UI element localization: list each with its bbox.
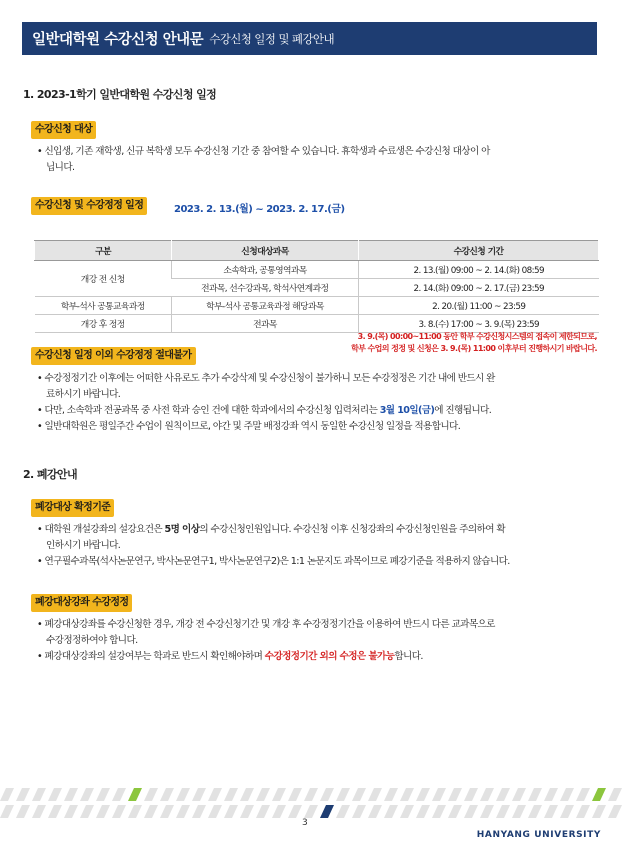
stripe bbox=[512, 788, 526, 801]
c1-line1 bbox=[37, 522, 597, 538]
stripe bbox=[560, 788, 574, 801]
decorative-stripes-top bbox=[0, 788, 623, 801]
stripe bbox=[416, 805, 430, 818]
university-logo: HANYANG UNIVERSITY bbox=[476, 830, 601, 840]
d1-line2: 수강정정하여야 합니다. bbox=[46, 635, 138, 646]
table-cell-period: 2. 20.(월) 11:00 ~ 23:59 bbox=[359, 297, 599, 315]
table-row bbox=[35, 297, 599, 315]
stripe bbox=[432, 788, 446, 801]
page-number: 3 bbox=[302, 818, 308, 828]
c1-pre: • 대학원 개설강좌의 설강요건은 bbox=[37, 524, 165, 535]
stripe bbox=[32, 788, 46, 801]
stripe bbox=[112, 788, 126, 801]
notice-line1: 3. 9.(목) 00:00~11:00 동안 학부 수강신청시스템의 접속이 제한되므로, bbox=[357, 332, 597, 341]
stripe bbox=[496, 788, 510, 801]
stripe bbox=[496, 805, 510, 818]
b2-highlight: 3월 10일(금) bbox=[379, 405, 435, 416]
c1-post: 의 수강신청인원입니다. 수강신청 이후 신청강좌의 수강신청인원을 주의하여 확 bbox=[199, 524, 506, 535]
stripe bbox=[528, 805, 542, 818]
stripe bbox=[592, 805, 606, 818]
d2-line bbox=[37, 649, 597, 665]
stripe bbox=[448, 788, 462, 801]
stripe bbox=[288, 805, 302, 818]
table-row bbox=[35, 261, 599, 279]
stripe bbox=[560, 805, 574, 818]
stripe bbox=[400, 788, 414, 801]
stripe bbox=[464, 805, 478, 818]
schedule-table bbox=[34, 240, 599, 333]
stripe bbox=[144, 788, 158, 801]
table-cell-subject: 전과목, 선수강과목, 학석사연계과정 bbox=[172, 279, 359, 297]
stripe bbox=[96, 805, 110, 818]
stripe bbox=[112, 805, 126, 818]
table-cell-category: 개강 후 정정 bbox=[35, 315, 172, 333]
stripe bbox=[128, 788, 142, 801]
stripe bbox=[320, 788, 334, 801]
stripe bbox=[240, 788, 254, 801]
table-cell-subject: 소속학과, 공통영역과목 bbox=[172, 261, 359, 279]
stripe bbox=[48, 805, 62, 818]
stripe bbox=[160, 805, 174, 818]
stripe bbox=[48, 788, 62, 801]
d2-post: 합니다. bbox=[394, 651, 423, 662]
b2-pre: • 다만, 소속학과 전공과목 중 사전 학과 승인 건에 대한 학과에서의 수강신청 입력처리는 bbox=[37, 405, 380, 416]
stripe bbox=[192, 805, 206, 818]
stripe bbox=[224, 805, 238, 818]
stripe bbox=[64, 788, 78, 801]
stripe bbox=[448, 805, 462, 818]
stripe bbox=[416, 788, 430, 801]
table-cell-period: 3. 8.(수) 17:00 ~ 3. 9.(목) 23:59 bbox=[359, 315, 599, 333]
stripe bbox=[0, 805, 14, 818]
b3-line: • 일반대학원은 평일주간 수업이 원칙이므로, 야간 및 주말 배정강좌 역시 동일한 수강신청 일정을 적용합니다. bbox=[37, 421, 461, 432]
stripe bbox=[352, 805, 366, 818]
stripe bbox=[608, 788, 622, 801]
criteria-tag: 폐강대상 확정기준 bbox=[31, 499, 114, 517]
target-paragraph bbox=[37, 144, 597, 176]
stripe bbox=[272, 788, 286, 801]
d1-line1: • 폐강대상강좌를 수강신청한 경우, 개강 전 수강신청기간 및 개강 후 수강정정기간을 이용하여 반드시 다른 교과목으로 bbox=[37, 619, 495, 630]
stripe bbox=[288, 788, 302, 801]
stripe bbox=[576, 788, 590, 801]
stripe bbox=[144, 805, 158, 818]
decorative-stripes-bottom bbox=[0, 805, 623, 818]
section2-heading: 2. 폐강안내 bbox=[23, 468, 77, 481]
stripe bbox=[208, 788, 222, 801]
stripe bbox=[256, 805, 270, 818]
stripe bbox=[480, 788, 494, 801]
stripe bbox=[336, 805, 350, 818]
stripe bbox=[544, 805, 558, 818]
stripe bbox=[240, 805, 254, 818]
stripe bbox=[80, 805, 94, 818]
nochange-paragraph bbox=[37, 371, 597, 435]
header-bar bbox=[22, 22, 597, 55]
c2-line: • 연구필수과목(석사논문연구, 박사논문연구1, 박사논문연구2)은 1:1 논문지도 과목이므로 폐강기준을 적용하지 않습니다. bbox=[37, 556, 510, 567]
stripe bbox=[528, 788, 542, 801]
b1-line2: 료하시기 바랍니다. bbox=[46, 389, 121, 400]
change-tag: 폐강대상강좌 수강정정 bbox=[31, 594, 132, 612]
stripe bbox=[320, 805, 334, 818]
stripe bbox=[368, 788, 382, 801]
notice-line2: 학부 수업의 정정 및 신청은 3. 9.(목) 11:00 이후부터 진행하시기 바랍니다. bbox=[351, 344, 597, 353]
table-header: 구분 bbox=[35, 241, 172, 261]
target-line2: 닙니다. bbox=[46, 162, 75, 173]
stripe bbox=[224, 788, 238, 801]
change-paragraph bbox=[37, 617, 597, 665]
stripe bbox=[384, 788, 398, 801]
stripe bbox=[480, 805, 494, 818]
table-header-row bbox=[35, 241, 599, 261]
stripe bbox=[432, 805, 446, 818]
stripe bbox=[0, 788, 14, 801]
table-header: 신청대상과목 bbox=[172, 241, 359, 261]
stripe bbox=[464, 788, 478, 801]
stripe bbox=[544, 788, 558, 801]
stripe bbox=[64, 805, 78, 818]
stripe bbox=[96, 788, 110, 801]
stripe bbox=[512, 805, 526, 818]
b2-line bbox=[37, 403, 597, 419]
nochange-tag: 수강신청 일정 이외 수강정정 절대불가 bbox=[31, 347, 196, 365]
table-cell-period: 2. 14.(화) 09:00 ~ 2. 17.(금) 23:59 bbox=[359, 279, 599, 297]
target-tag: 수강신청 대상 bbox=[31, 121, 96, 139]
stripe bbox=[208, 805, 222, 818]
section1-heading: 1. 2023-1학기 일반대학원 수강신청 일정 bbox=[23, 88, 217, 101]
stripe bbox=[352, 788, 366, 801]
stripe bbox=[576, 805, 590, 818]
table-cell-period: 2. 13.(월) 09:00 ~ 2. 14.(화) 08:59 bbox=[359, 261, 599, 279]
stripe bbox=[80, 788, 94, 801]
stripe bbox=[16, 788, 30, 801]
stripe bbox=[608, 805, 622, 818]
stripe bbox=[176, 805, 190, 818]
stripe bbox=[160, 788, 174, 801]
stripe bbox=[192, 788, 206, 801]
c1-bold: 5명 이상 bbox=[164, 524, 200, 535]
d2-pre: • 폐강대상강좌의 설강여부는 학과로 반드시 확인해야하며 bbox=[37, 651, 265, 662]
stripe bbox=[304, 805, 318, 818]
stripe bbox=[304, 788, 318, 801]
stripe bbox=[400, 805, 414, 818]
page-title: 일반대학원 수강신청 안내문 bbox=[32, 32, 204, 48]
table-cell-category: 학부-석사 공통교육과정 bbox=[35, 297, 172, 315]
stripe bbox=[176, 788, 190, 801]
table-cell-subject: 학부-석사 공통교육과정 해당과목 bbox=[172, 297, 359, 315]
table-row bbox=[35, 315, 599, 333]
table-cell-subject: 전과목 bbox=[172, 315, 359, 333]
page-subtitle: 수강신청 일정 및 폐강안내 bbox=[209, 31, 334, 46]
stripe bbox=[128, 805, 142, 818]
b2-post: 에 진행됩니다. bbox=[434, 405, 492, 416]
c1-line2: 인하시기 바랍니다. bbox=[46, 540, 121, 551]
target-line1: • 신입생, 기존 재학생, 신규 복학생 모두 수강신청 기간 중 참여할 수 있습니다. 휴학생과 수료생은 수강신청 대상이 아 bbox=[37, 146, 490, 157]
d2-red: 수강정정기간 외의 수정은 불가능 bbox=[264, 651, 395, 662]
stripe bbox=[368, 805, 382, 818]
b1-line1: • 수강정정기간 이후에는 어떠한 사유로도 추가 수강삭제 및 수강신청이 불가하니 모든 수강정정은 기간 내에 반드시 완 bbox=[37, 373, 495, 384]
period-tag: 수강신청 및 수강정정 일정 bbox=[31, 197, 147, 215]
stripe bbox=[32, 805, 46, 818]
table-header: 수강신청 기간 bbox=[359, 241, 599, 261]
stripe bbox=[272, 805, 286, 818]
stripe bbox=[16, 805, 30, 818]
system-notice bbox=[351, 331, 597, 355]
period-range: 2023. 2. 13.(월) ~ 2023. 2. 17.(금) bbox=[174, 204, 345, 215]
stripe bbox=[592, 788, 606, 801]
table-cell-category: 개강 전 신청 bbox=[35, 261, 172, 297]
criteria-paragraph bbox=[37, 522, 597, 570]
stripe bbox=[384, 805, 398, 818]
stripe bbox=[256, 788, 270, 801]
stripe bbox=[336, 788, 350, 801]
